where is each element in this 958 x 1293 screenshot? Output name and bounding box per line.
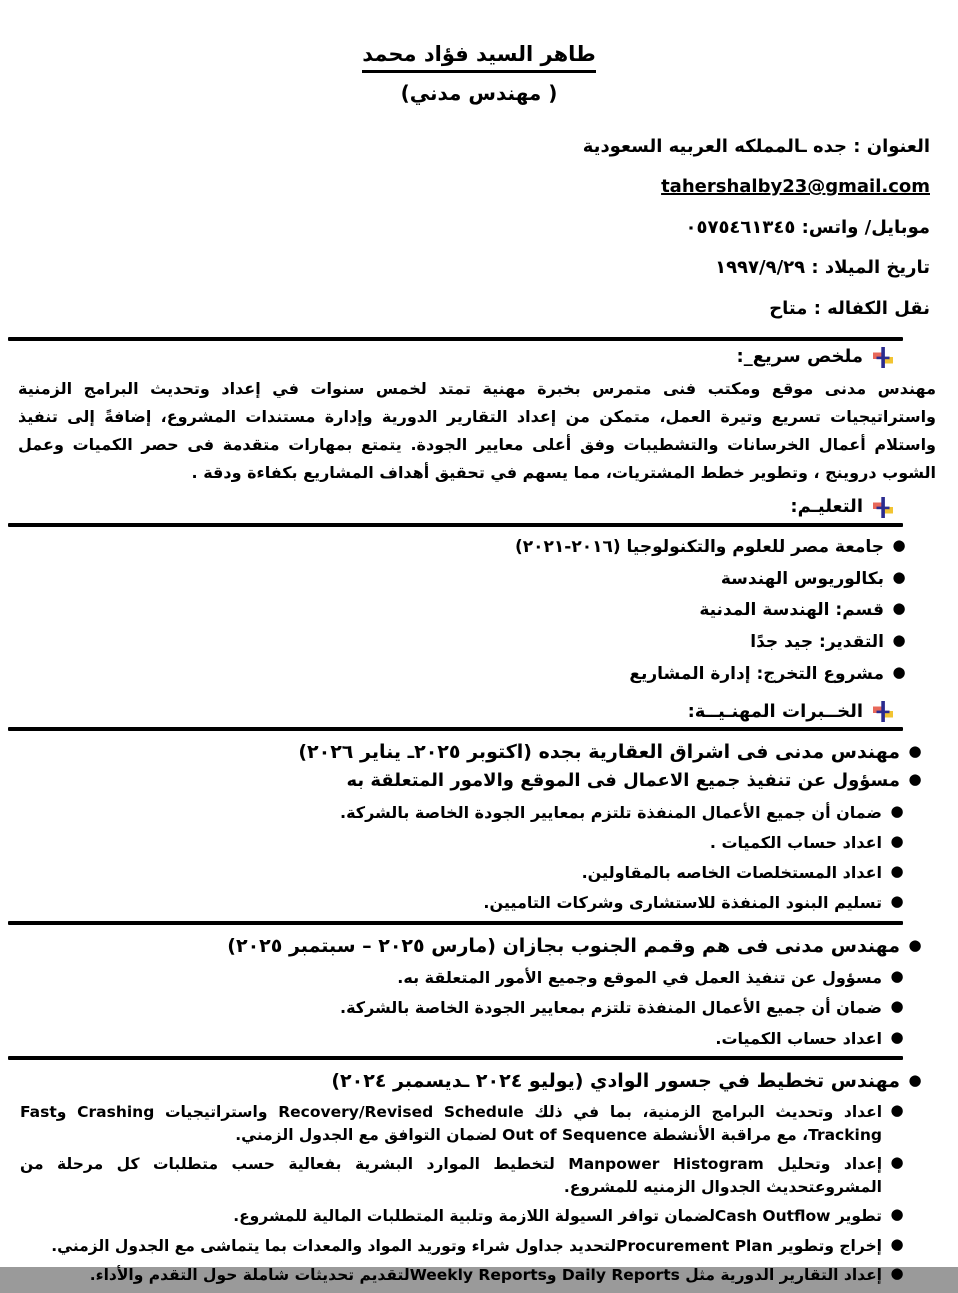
- list-item: ● التقدير: جيد جدًا: [20, 630, 914, 655]
- list-item: ● بكالوريوس الهندسة: [20, 567, 914, 592]
- experience-section-header: [0, 699, 958, 723]
- bullet-icon: ●: [890, 892, 904, 911]
- summary-text: مهندس مدنى موقع ومكتب فنى متمرس بخبرة مهنية تمتد لخمس سنوات في إعداد وتحديث البرامج الزمنية واستراتيجيات تسريع وتيرة العمل، متمكن من إعداد التقارير الدورية وإدارة مستندات المشروع، إضافةً إلى تنفيذ واستلام أعمال الخرسانات والتشطيبات وفق أعلى معايير الجودة. يتمتع بمهارات متقدمة فى حصر الكميات وعمل الشوب دروينج ، وتطوير خطط المشتريات، مما يسهم في تحقيق أهداف المشاريع بكفاءة ودقة .: [18, 378, 936, 482]
- bullet-icon: ●: [890, 801, 904, 820]
- contact-sponsorship: نقل الكفاله : متاح: [769, 297, 930, 319]
- decorative-plus-icon: [872, 496, 894, 520]
- bullet-icon: ●: [890, 1234, 904, 1253]
- bullet-icon: ●: [890, 967, 904, 986]
- education-heading: التعليـم:: [790, 496, 863, 518]
- bullet-icon: ●: [908, 935, 922, 954]
- job-bullet: ● ضمان أن جميع الأعمال المنفذة تلتزم بمعايير الجودة الخاصة بالشركة.: [20, 996, 930, 1019]
- job-bullet: ● اعداد حساب الكميات.: [20, 1027, 930, 1050]
- bullet-icon: ●: [892, 662, 906, 681]
- job-entry-3: [0, 1060, 958, 1293]
- job-bullet: ● إعداد وتحليل Manpower Histogram لتخطيط الموارد البشرية بفعالية حسب متطلبات كل مرحلة من المشروعتحديث الجدوال الزمنيه للمشروع.: [20, 1153, 930, 1198]
- job-bullet: ● اعداد المستخلصات الخاصه بالمقاولين.: [20, 861, 930, 884]
- bullet-icon: ●: [890, 1205, 904, 1224]
- bullet-icon: ●: [892, 567, 906, 586]
- summary-heading: ملخص سريع_:: [736, 346, 863, 368]
- contact-address: العنوان : جده ـالمملكه العربيه السعودية: [582, 136, 930, 157]
- decorative-plus-icon: [872, 700, 894, 724]
- list-item: ● مشروع التخرج: إدارة المشاريع: [20, 662, 914, 687]
- bullet-icon: ●: [890, 997, 904, 1016]
- job-title: ● مهندس مدنى فى هم وقمم الجنوب بجازان (مارس ٢٠٢٥ – سبتمبر ٢٠٢٥): [20, 933, 930, 960]
- job-bullet: ● مسؤول عن تنفيذ العمل في الموقع وجميع الأمور المتعلقة به.: [20, 966, 930, 989]
- contact-phone: موبايل/ واتس: ٠٥٧٥٤٦١٣٤٥: [685, 216, 930, 238]
- bullet-icon: ●: [892, 599, 906, 618]
- bullet-icon: ●: [890, 1264, 904, 1283]
- bullet-icon: ●: [890, 1101, 904, 1120]
- candidate-name: طاهر السيد فؤاد محمد: [362, 42, 596, 73]
- job-bullet: ● تسليم البنود المنفذة للاستشارى وشركات التاميين.: [20, 891, 930, 914]
- decorative-plus-icon: [872, 346, 894, 370]
- divider: [8, 337, 903, 341]
- job-entry-2: [0, 925, 958, 1056]
- bullet-icon: ●: [890, 862, 904, 881]
- bullet-icon: ●: [890, 1027, 904, 1046]
- job-bullet: ● إعداد التقارير الدورية مثل Daily Reports وWeekly Reportsلتقديم تحديثات شاملة حول التقدم والأداء.: [20, 1264, 930, 1286]
- bullet-icon: ●: [892, 535, 906, 554]
- job-title: ● مهندس تخطيط في جسور الوادي (يوليو ٢٠٢٤ ـديسمبر ٢٠٢٤): [20, 1068, 930, 1095]
- bullet-icon: ●: [908, 769, 922, 788]
- job-bullet: ● اعداد وتحديث البرامج الزمنية، بما في ذلك Recovery/Revised Schedule واستراتيجيات Crashing وFast Tracking، مع مراقبة الأنشطة Out of Sequence لضمان التوافق مع الجدول الزمني.: [20, 1101, 930, 1146]
- job-bullet: ● إخراج وتطوير Procurement Planلتحديد جداول شراء وتوريد المواد والمعدات بما يتماشى مع الجدول الزمني.: [20, 1235, 930, 1257]
- contact-block: [0, 135, 958, 320]
- list-item: ● قسم: الهندسة المدنية: [20, 598, 914, 623]
- experience-heading: الخــبرات المهنـيــة:: [687, 700, 863, 722]
- bullet-icon: ●: [892, 630, 906, 649]
- list-item: ● جامعة مصر للعلوم والتكنولوجيا (٢٠١٦-٢٠٢١): [20, 535, 914, 560]
- job-bullet: ● تطوير Cash Outflowلضمان توافر السيولة اللازمة وتلبية المتطلبات المالية للمشروع.: [20, 1205, 930, 1227]
- job-title: ● مهندس مدنى فى اشراق العقارية بجده (اكتوبر ٢٠٢٥ـ يناير ٢٠٢٦): [20, 739, 930, 766]
- contact-birth-date: تاريخ الميلاد : ١٩٩٧/٩/٢٩: [715, 257, 930, 279]
- bullet-icon: ●: [908, 742, 922, 761]
- document-header: [0, 0, 958, 105]
- summary-section-header: [0, 345, 958, 369]
- job-bullet: ● مسؤول عن تنفيذ جميع الاعمال فى الموقع والامور المتعلقة به: [20, 768, 930, 794]
- email-link[interactable]: tahershalby23@gmail.com: [661, 176, 930, 198]
- job-bullet: ● ضمان أن جميع الأعمال المنفذة تلتزم بمعايير الجودة الخاصة بالشركة.: [20, 801, 930, 824]
- education-section-header: [0, 495, 958, 519]
- bullet-icon: ●: [908, 1070, 922, 1089]
- education-list: [0, 527, 958, 695]
- job-entry-1: [0, 731, 958, 920]
- bullet-icon: ●: [890, 832, 904, 851]
- bullet-icon: ●: [890, 1153, 904, 1172]
- candidate-role: ( مهندس مدني): [400, 81, 558, 105]
- contact-email-row: [28, 175, 930, 198]
- job-bullet: ● اعداد حساب الكميات .: [20, 831, 930, 854]
